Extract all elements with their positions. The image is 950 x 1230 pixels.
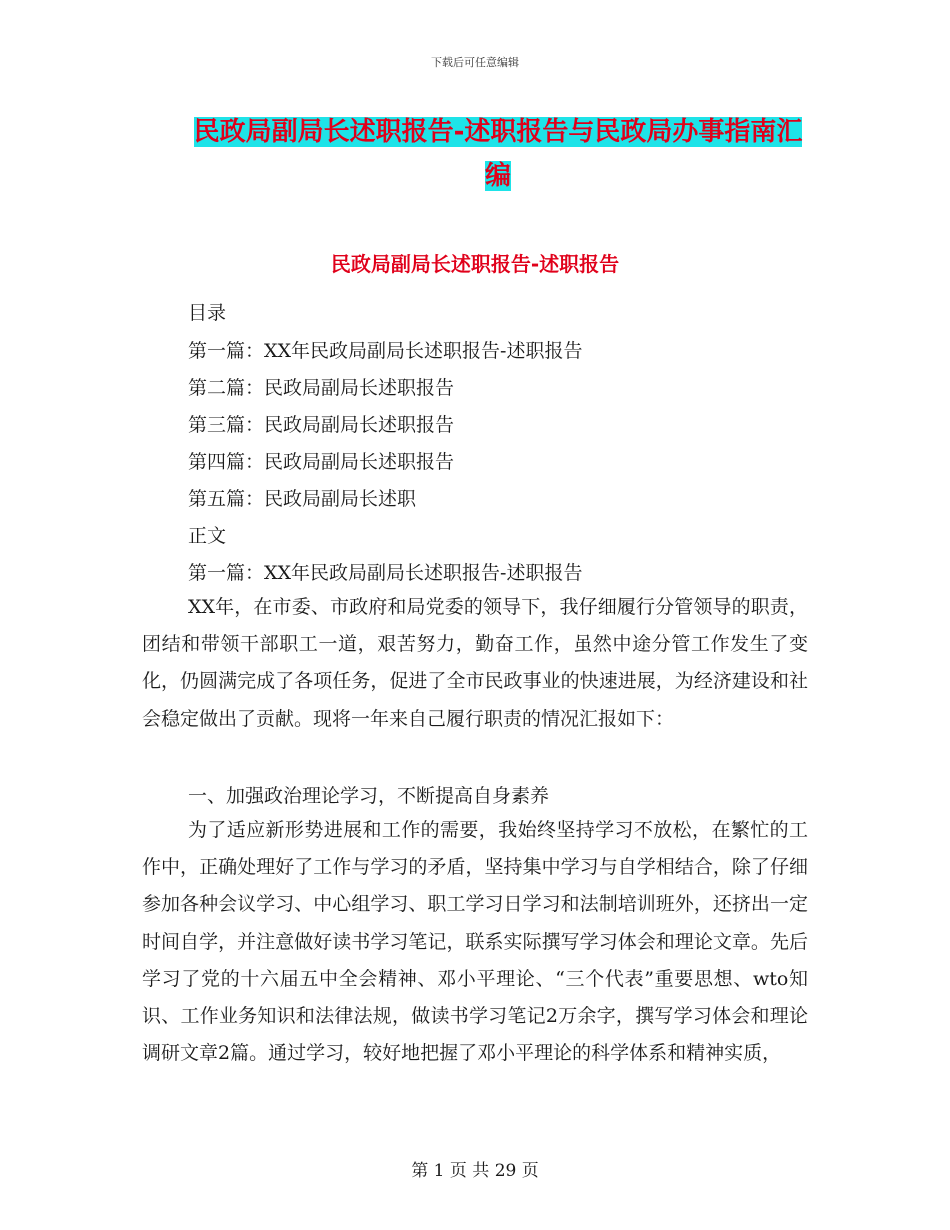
chapter-title: 第一篇：XX年民政局副局长述职报告-述职报告 [188, 562, 583, 584]
toc-item: 第二篇：民政局副局长述职报告 [188, 377, 455, 399]
toc-item: 第三篇：民政局副局长述职报告 [188, 414, 455, 436]
toc-item: 第五篇：民政局副局长述职 [188, 488, 417, 510]
body-paragraph: XX年，在市委、市政府和局党委的领导下，我仔细履行分管领导的职责，团结和带领干部职工一道，艰苦努力，勤奋工作，虽然中途分管工作发生了变化，仍圆满完成了各项任务，促进了全市民政事业的快速进展，为经济建设和社会稳定做出了贡献。现将一年来自己履行职责的情况汇报如下： [142, 596, 808, 730]
toc-heading: 目录 [188, 302, 227, 324]
main-title-line1: 民政局副局长述职报告-述职报告与民政局办事指南汇 [193, 117, 803, 147]
main-title [188, 110, 808, 198]
body-heading: 正文 [188, 525, 227, 547]
toc-item: 第一篇：XX年民政局副局长述职报告-述职报告 [188, 340, 583, 362]
toc-item: 第四篇：民政局副局长述职报告 [188, 451, 455, 473]
body-paragraph: 为了适应新形势进展和工作的需要，我始终坚持学习不放松，在繁忙的工作中，正确处理好了工作与学习的矛盾，坚持集中学习与自学相结合，除了仔细参加各种会议学习、中心组学习、职工学习日学习和法制培训班外，还挤出一定时间自学，并注意做好读书学习笔记，联系实际撰写学习体会和理论文章。先后学习了党的十六届五中全会精神、邓小平理论、“三个代表”重要思想、wto知识、工作业务知识和法律法规，做读书学习笔记2万余字，撰写学习体会和理论调研文章2篇。通过学习，较好地把握了邓小平理论的科学体系和精神实质， [142, 819, 808, 1065]
page-footer: 第 1 页 共 29 页 [411, 1161, 539, 1181]
header-note: 下载后可任意编辑 [431, 56, 519, 69]
main-title-line2: 编 [484, 161, 511, 191]
section-heading: 一、加强政治理论学习，不断提高自身素养 [188, 785, 550, 807]
sub-title: 民政局副局长述职报告-述职报告 [330, 252, 620, 276]
